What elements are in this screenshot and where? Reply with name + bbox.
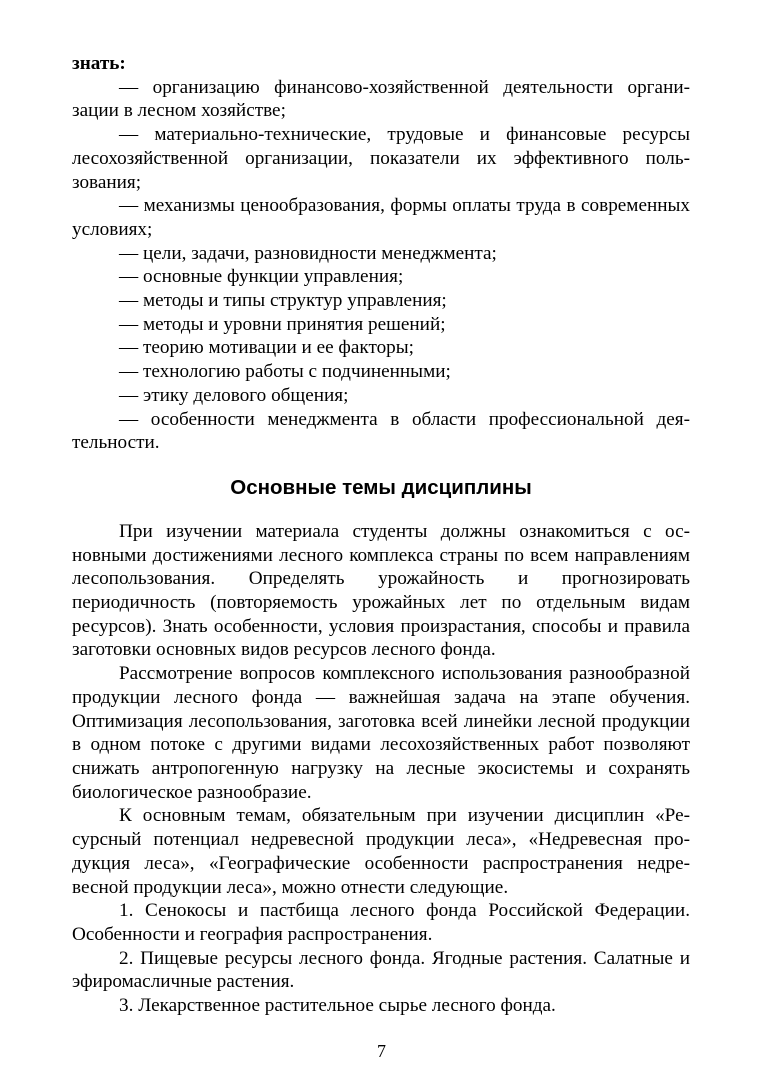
- page-number: 7: [377, 1041, 386, 1061]
- list-item: — материально-технические, трудовые и финансовые ресурсы лесохозяйственной организации, показатели их эффективного пользования;: [72, 124, 690, 193]
- list-item: — методы и типы структур управления;: [119, 290, 447, 312]
- topic-item: 2. Пищевые ресурсы лесного фонда. Ягодные растения. Салатные и эфиромасличные растения.: [72, 947, 690, 993]
- list-item: — цели, задачи, разновидности менеджмента;: [119, 242, 497, 264]
- list-item: — механизмы ценообразования, формы оплаты труда в современных условиях;: [72, 195, 690, 240]
- topic-item: 1. Сенокосы и пастбища лесного фонда Российской Федерации. Особенности и география распространения.: [72, 900, 690, 945]
- body-paragraph: Рассмотрение вопросов комплексного использования разнообразной продукции лесного фонда — важнейшая задача на этапе обучения. Оптимизация лесопользования, заготовка всей линейки лесной продукции в одном потоке с другими видами лесохозяйственных работ позволяют снижать антропогенную нагрузку на лесные экосистемы и сохранять биологическое разнообразие.: [72, 663, 690, 803]
- topic-item: 3. Лекарственное растительное сырье лесного фонда.: [119, 995, 556, 1017]
- list-item: — организацию финансово-хозяйственной деятельности организации в лесном хозяйстве;: [72, 76, 690, 122]
- list-item: — технологию работы с подчиненными;: [119, 361, 451, 383]
- list-item: — этику делового общения;: [119, 384, 349, 406]
- intro-label: знать:: [72, 53, 126, 74]
- body-paragraph: При изучении материала студенты должны ознакомиться с основными достижениями лесного комплекса страны по всем направлениям лесопользования. Определять урожайность и прогнозировать периодичность (повторяемость урожайных лет по отдельным видам ресурсов). Знать особенности, условия произрастания, способы и правила заготовки основных видов ресурсов лесного фонда.: [72, 520, 690, 661]
- list-item: — основные функции управления;: [119, 266, 404, 288]
- body-paragraph: К основным темам, обязательным при изучении дисциплин «Ресурсный потенциал недревесной продукции леса», «Недревесная продукция леса», «Географические особенности распространения недревесной продукции леса», можно отнести следующие.: [72, 805, 690, 898]
- list-item: — теорию мотивации и ее факторы;: [119, 337, 414, 359]
- know-list: [72, 76, 690, 455]
- document-page: [72, 52, 690, 1018]
- topics-list: [72, 899, 690, 1018]
- list-item: — методы и уровни принятия решений;: [119, 313, 446, 335]
- section-title: Основные темы дисциплины: [230, 475, 532, 499]
- list-item: — особенности менеджмента в области профессиональной деятельности.: [72, 408, 690, 454]
